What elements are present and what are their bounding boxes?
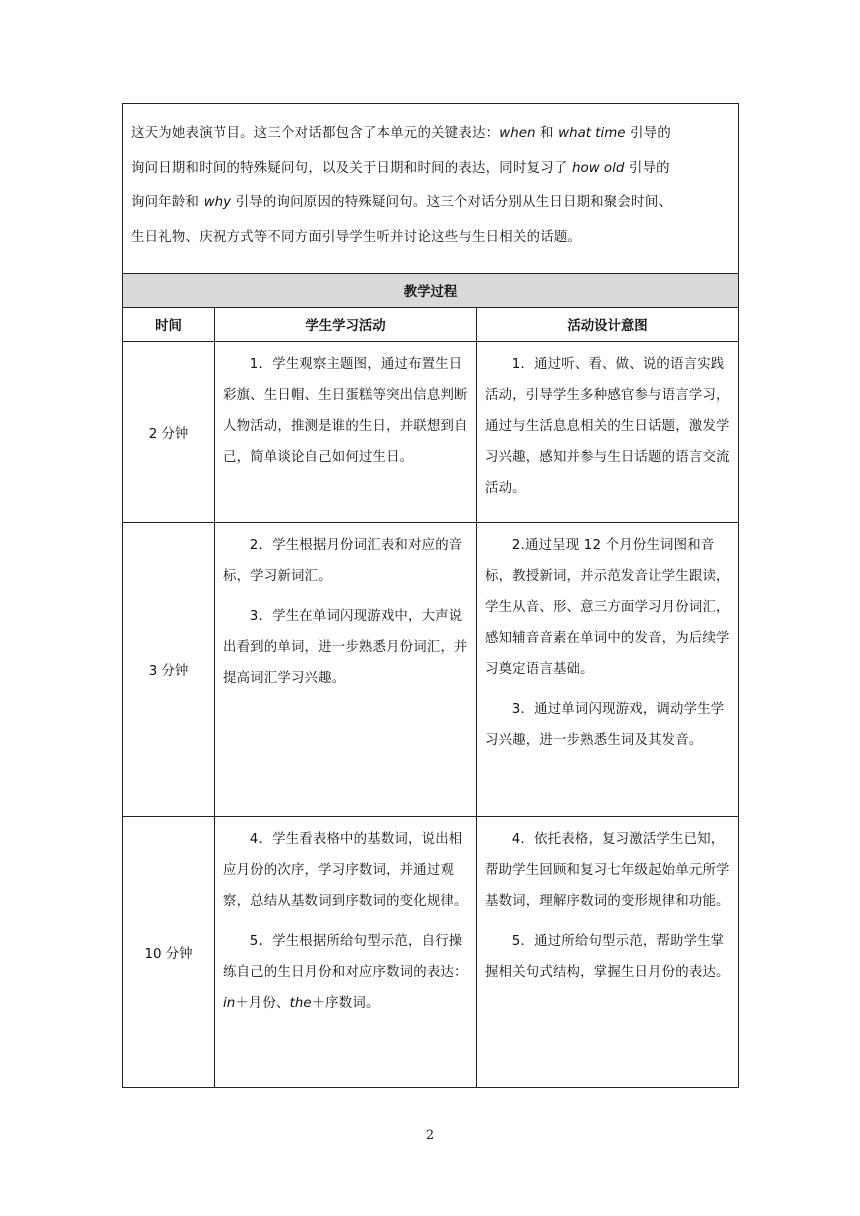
intro-line-3: 询问年龄和 why 引导的询问原因的特殊疑问句。这三个对话分别从生日日期和聚会时间、 — [131, 195, 673, 210]
table-row — [123, 342, 739, 523]
activity-cell — [215, 342, 477, 523]
activity-paragraph: 2．学生根据月份词汇表和对应的音标，学习新词汇。 — [223, 538, 463, 584]
intent-paragraph: 5．通过所给句型示范，帮助学生掌握相关句式结构，掌握生日月份的表达。 — [485, 934, 730, 980]
intro-line-4: 生日礼物、庆祝方式等不同方面引导学生听并讨论这些与生日相关的话题。 — [131, 229, 582, 245]
intent-cell — [477, 817, 739, 1088]
intro-cell — [123, 104, 739, 274]
activity-cell — [215, 523, 477, 817]
activity-paragraph: 3．学生在单词闪现游戏中，大声说出看到的单词，进一步熟悉月份词汇，并提高词汇学习兴趣。 — [223, 609, 468, 686]
header-design-intent: 活动设计意图 — [477, 308, 739, 342]
time-cell: 2 分钟 — [123, 342, 215, 523]
page-number: 2 — [425, 1128, 435, 1143]
activity-paragraph: 5．学生根据所给句型示范，自行操练自己的生日月份和对应序数词的表达：in＋月份、the＋序数词。 — [223, 934, 468, 1011]
section-row — [123, 274, 739, 308]
intent-cell — [477, 523, 739, 817]
intent-paragraph: 3．通过单词闪现游戏，调动学生学习兴趣，进一步熟悉生词及其发音。 — [485, 702, 725, 748]
intro-row — [123, 104, 739, 274]
time-cell: 10 分钟 — [123, 817, 215, 1088]
table-row — [123, 817, 739, 1088]
intro-line-2: 询问日期和时间的特殊疑问句，以及关于日期和时间的表达，同时复习了 how old 引导的 — [131, 160, 670, 176]
intro-line-1: 这天为她表演节目。这三个对话都包含了本单元的关键表达：when 和 what time 引导的 — [131, 126, 671, 141]
intent-paragraph: 2.通过呈现 12 个月份生词图和音标，教授新词，并示范发音让学生跟读，学生从音、形、意三方面学习月份词汇，感知辅音音素在单词中的发音，为后续学习奠定语言基础。 — [485, 538, 730, 677]
lesson-plan-table — [122, 103, 739, 1088]
time-cell: 3 分钟 — [123, 523, 215, 817]
table-row — [123, 523, 739, 817]
section-title: 教学过程 — [123, 274, 739, 308]
header-time: 时间 — [123, 308, 215, 342]
header-row — [123, 308, 739, 342]
intent-paragraph: 4．依托表格，复习激活学生已知，帮助学生回顾和复习七年级起始单元所学基数词，理解序数词的变形规律和功能。 — [485, 832, 730, 909]
intent-paragraph: 1．通过听、看、做、说的语言实践活动，引导学生多种感官参与语言学习，通过与生活息息相关的生日话题，激发学习兴趣，感知并参与生日话题的语言交流活动。 — [485, 357, 730, 496]
intro-text — [123, 104, 738, 255]
activity-cell — [215, 817, 477, 1088]
intent-cell — [477, 342, 739, 523]
activity-paragraph: 1．学生观察主题图，通过布置生日彩旗、生日帽、生日蛋糕等突出信息判断人物活动，推测是谁的生日，并联想到自己，简单谈论自己如何过生日。 — [223, 357, 468, 465]
header-student-activity: 学生学习活动 — [215, 308, 477, 342]
activity-paragraph: 4．学生看表格中的基数词，说出相应月份的次序，学习序数词，并通过观察，总结从基数词到序数词的变化规律。 — [223, 832, 468, 909]
